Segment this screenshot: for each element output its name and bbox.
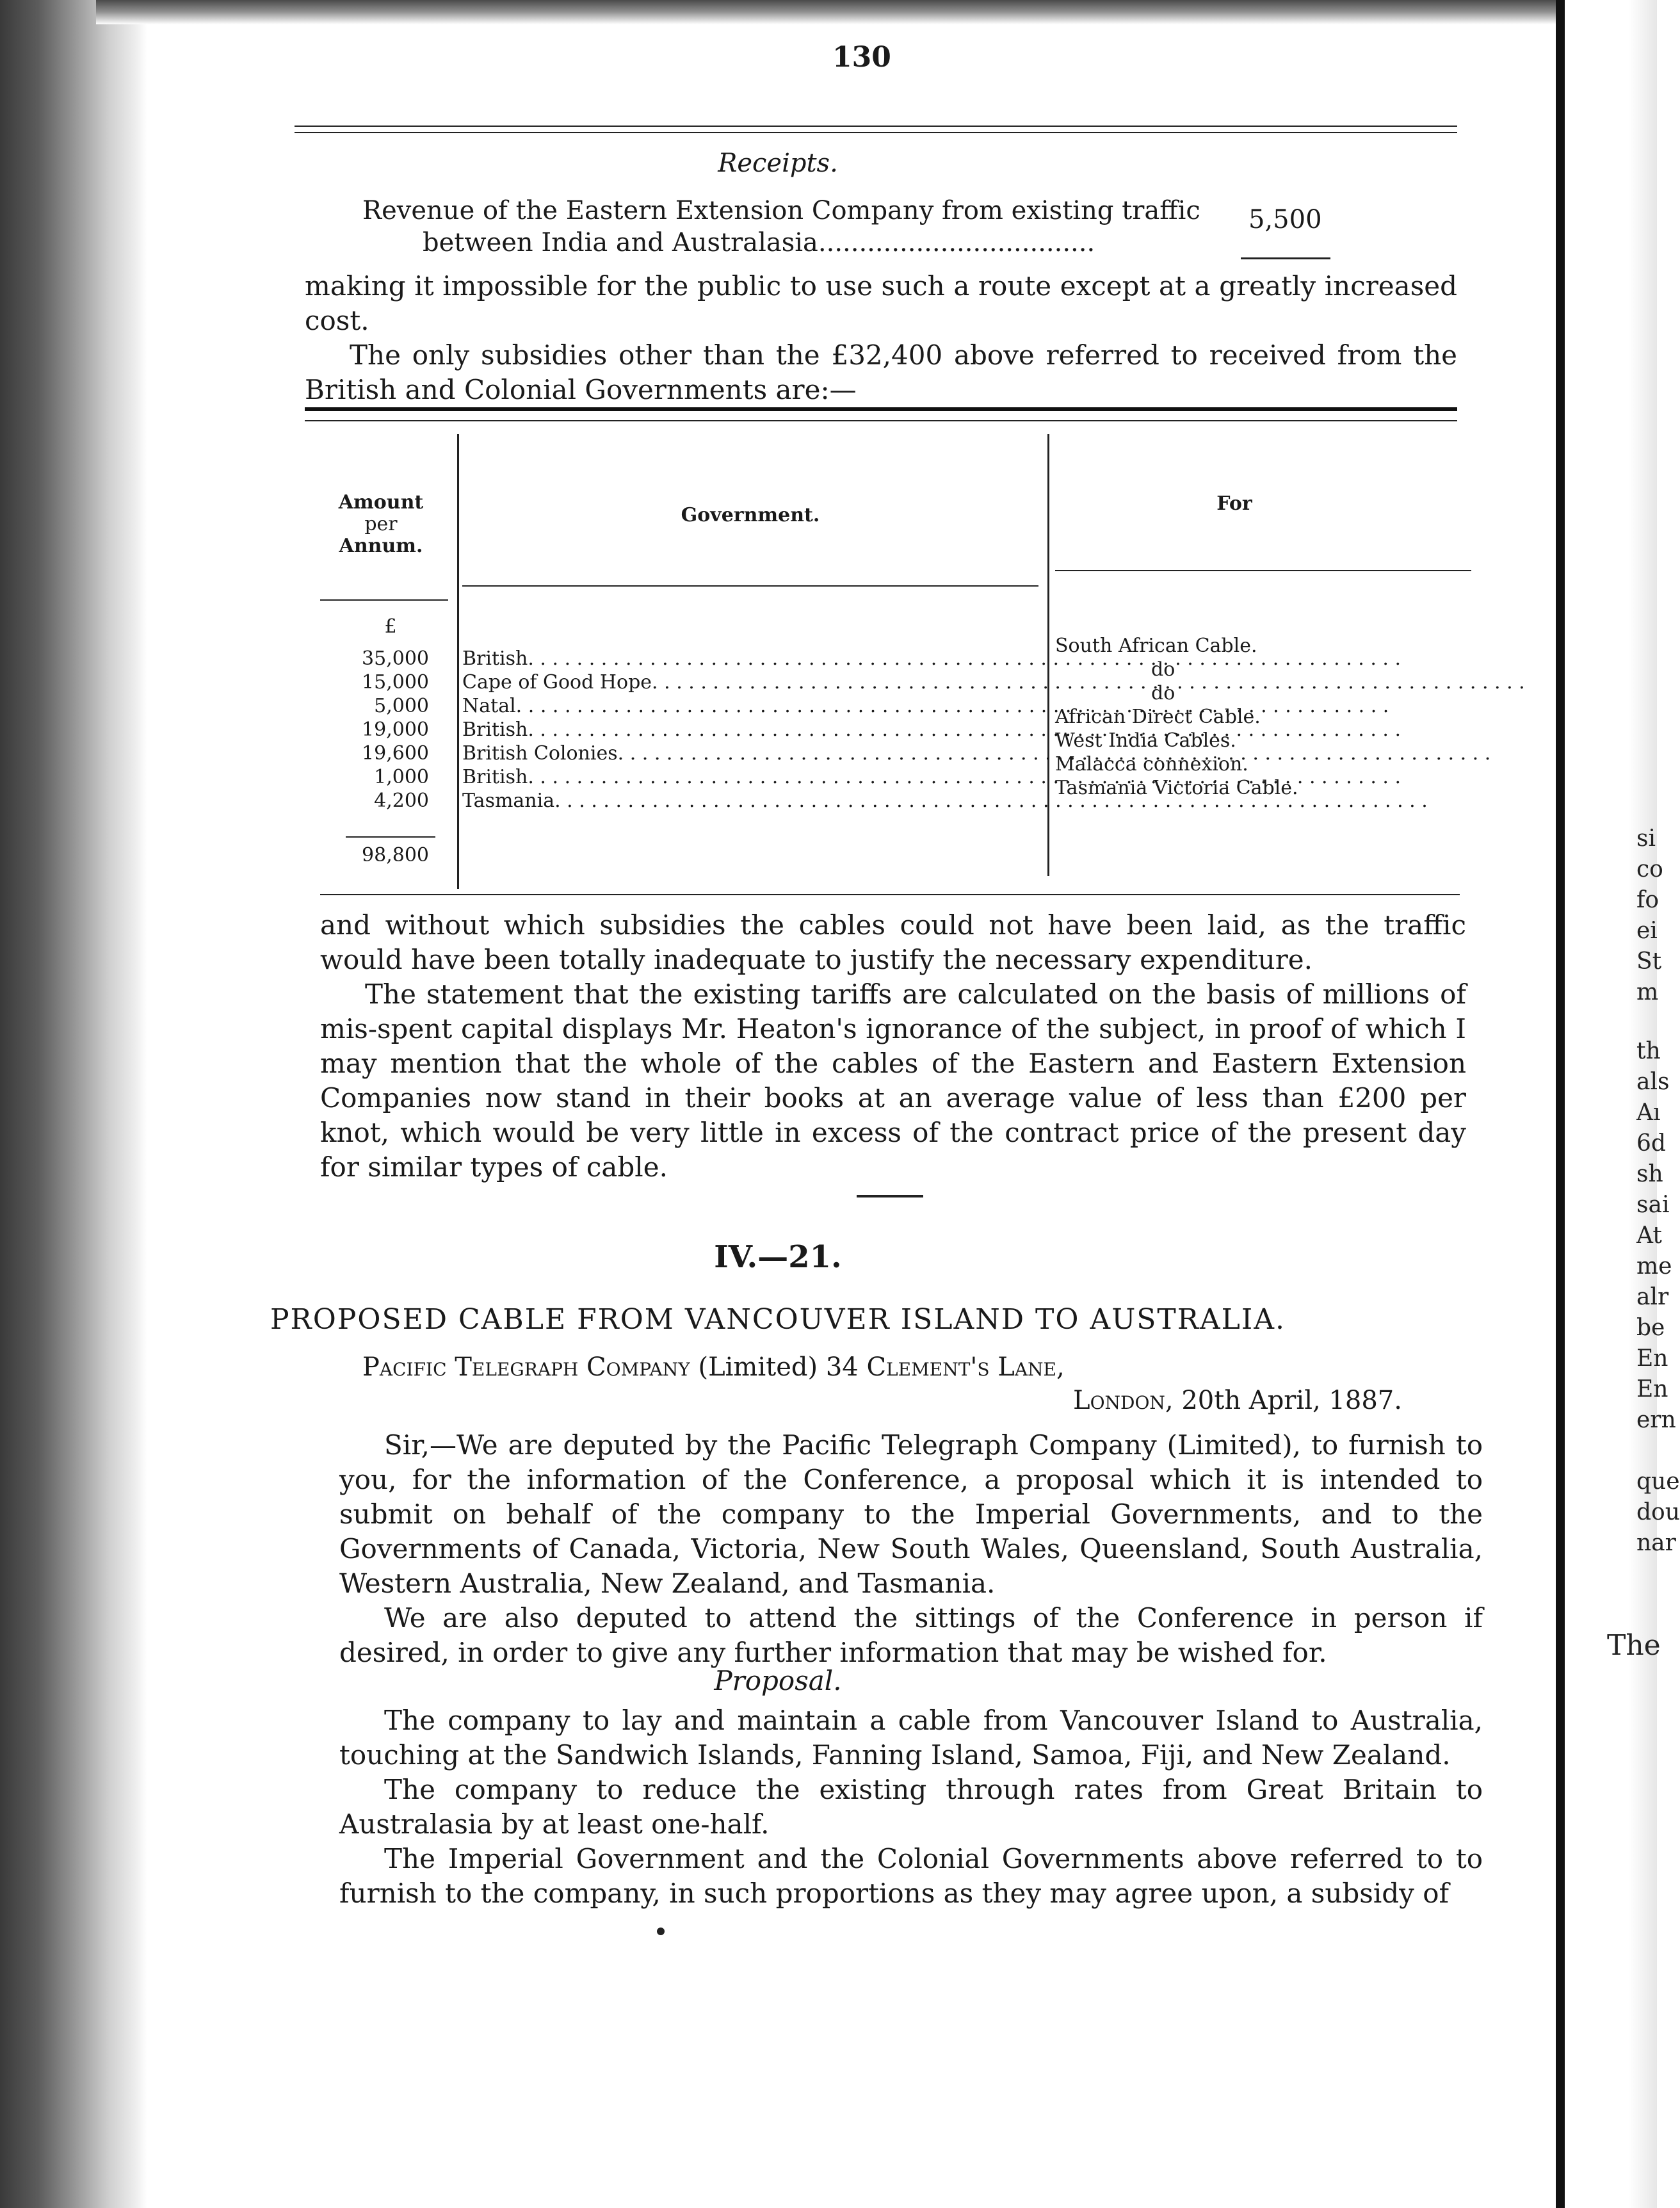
government-cell: British	[462, 718, 528, 741]
adjacent-fragment: m	[1636, 979, 1659, 1005]
table-top-rule	[305, 407, 1457, 411]
table-divider-1	[457, 434, 459, 889]
section-divider	[857, 1195, 923, 1197]
adjacent-fragment: At	[1636, 1222, 1662, 1249]
adjacent-fragment: The	[1607, 1629, 1661, 1662]
government-cell: Cape of Good Hope	[462, 671, 652, 694]
for-column	[1055, 634, 1414, 800]
government-cell: British	[462, 766, 528, 788]
amount-cell: 15,000	[362, 671, 429, 694]
adjacent-fragment: En	[1636, 1345, 1668, 1372]
header-rule-amount	[320, 599, 448, 601]
currency-symbol: £	[384, 615, 397, 638]
receipts-heading: Receipts.	[718, 149, 838, 178]
adjacent-fragment: que	[1636, 1468, 1680, 1495]
amount-cell: 35,000	[362, 647, 429, 670]
amount-cell: 1,000	[374, 766, 429, 788]
proposal-text-2: The company to reduce the existing through rates from Great Britain to Australasia by at least one-half.	[339, 1774, 1483, 1840]
adjacent-fragment: als	[1636, 1069, 1670, 1095]
letter-sender	[362, 1352, 1065, 1382]
adjacent-fragment: Aı	[1636, 1100, 1661, 1126]
letter-date	[1073, 1386, 1402, 1415]
page-gutter	[1556, 0, 1565, 2208]
adjacent-fragment: th	[1636, 1038, 1661, 1064]
section-title: PROPOSED CABLE FROM VANCOUVER ISLAND TO AUSTRALIA.	[270, 1303, 1286, 1336]
for-cell: South African Cable.	[1055, 635, 1257, 657]
sender-address: (Limited) 34	[698, 1352, 859, 1382]
adjacent-fragment: sh	[1636, 1161, 1663, 1187]
adjacent-fragment: dou	[1636, 1499, 1680, 1525]
letter-text-1: Sir,—We are deputed by the Pacific Telegraph Company (Limited), to furnish to you, for the information of the Conference, a proposal which it is intended to submit on behalf of the company to the Imperial Governments, and to the Governments of Canada, Victoria, New South Wales, Queensland, South Australia, Western Australia, New Zealand, and Tasmania.	[339, 1429, 1483, 1599]
adjacent-fragment: co	[1636, 856, 1663, 882]
adjacent-fragment: En	[1636, 1376, 1668, 1402]
amount-column	[333, 615, 429, 813]
table-row	[462, 789, 1038, 813]
body-paragraph	[320, 908, 1466, 1185]
table-row	[462, 694, 1038, 718]
header-amount-line-2: per	[364, 513, 398, 535]
receipts-amount: 5,500	[1248, 205, 1322, 234]
amount-cell: 19,000	[362, 718, 429, 741]
adjacent-fragment: me	[1636, 1253, 1672, 1279]
intro-text-2: The only subsidies other than the £32,400 above referred to received from the British and Colonial Governments are:—	[305, 339, 1457, 405]
government-cell: British	[462, 647, 528, 670]
header-rule-government	[462, 585, 1038, 587]
adjacent-fragment: sai	[1636, 1192, 1670, 1218]
adjacent-fragment: 6d	[1636, 1130, 1666, 1157]
header-rule	[295, 126, 1457, 127]
table-row	[462, 765, 1038, 789]
adjacent-fragment: ei	[1636, 918, 1658, 944]
letter-date-text: 20th April, 1887.	[1181, 1386, 1402, 1415]
table-row	[462, 718, 1038, 742]
for-cell: Tasmania Victoria Cable.	[1055, 777, 1298, 799]
government-column	[462, 647, 1038, 813]
body-text-2: The statement that the existing tariffs are calculated on the basis of millions of mis-spent capital displays Mr. Heaton's ignorance of the subject, in proof of which I may mention that the whole of the cables of the Eastern and Eastern Extension Companies now stand in their books at an average value of less than £200 per knot, which would be very little in excess of the contract price of the present day for similar types of cable.	[320, 978, 1466, 1183]
table-row	[462, 647, 1038, 670]
letter-text-2: We are also deputed to attend the sittings of the Conference in person if desired, in order to give any further information that may be wished for.	[339, 1602, 1483, 1668]
table-row	[462, 742, 1038, 765]
adjacent-fragment: alr	[1636, 1284, 1669, 1310]
section-number: IV.—21.	[714, 1239, 842, 1275]
table-total: 98,800	[362, 844, 429, 866]
table-bottom-rule	[320, 894, 1460, 895]
adjacent-fragment: St	[1636, 948, 1662, 975]
amount-cell: 19,600	[362, 742, 429, 765]
letter-body	[339, 1428, 1483, 1670]
total-rule	[346, 836, 435, 838]
receipts-sum-rule	[1241, 257, 1330, 259]
header-amount	[320, 492, 442, 557]
receipts-line-2: between India and Australasia..................................	[423, 228, 1095, 257]
letter-city: London,	[1073, 1386, 1174, 1415]
government-cell: Natal	[462, 695, 516, 717]
adjacent-fragment: fo	[1636, 887, 1659, 913]
page-number: 130	[832, 41, 891, 74]
intro-text-1: making it impossible for the public to use such a route except at a greatly increased cost.	[305, 270, 1457, 336]
header-amount-line-1: Amount	[338, 491, 424, 514]
amount-cell: 5,000	[374, 695, 429, 717]
header-amount-line-3: Annum.	[339, 535, 423, 557]
header-rule-for	[1055, 570, 1471, 571]
government-cell: Tasmania	[462, 790, 555, 812]
for-cell: Malacca connexion.	[1055, 753, 1248, 775]
header-for: For	[1216, 492, 1252, 515]
adjacent-fragment: be	[1636, 1315, 1665, 1341]
adjacent-fragment: ern	[1636, 1407, 1676, 1433]
header-government: Government.	[681, 504, 820, 526]
for-cell: West India Cables.	[1055, 729, 1236, 752]
for-cell: do	[1151, 682, 1175, 704]
body-text-1: and without which subsidies the cables could not have been laid, as the traffic would have been totally inadequate to justify the necessary expenditure.	[320, 909, 1466, 975]
adjacent-fragment: nar	[1636, 1530, 1676, 1556]
amount-cell: 4,200	[374, 790, 429, 812]
government-cell: British Colonies	[462, 742, 618, 765]
proposal-heading: Proposal.	[714, 1665, 842, 1696]
proposal-text-3: The Imperial Government and the Colonial Governments above referred to to furnish to the company, in such proportions as they may agree upon, a subsidy of	[339, 1843, 1483, 1909]
sender-company: Pacific Telegraph Company	[362, 1352, 690, 1382]
proposal-text-1: The company to lay and maintain a cable from Vancouver Island to Australia, touching at the Sandwich Islands, Fanning Island, Samoa, Fiji, and New Zealand.	[339, 1705, 1483, 1771]
intro-paragraph	[305, 269, 1457, 407]
sender-street: Clement's Lane,	[866, 1352, 1065, 1382]
header-rule-double	[295, 132, 1457, 133]
table-row	[462, 670, 1038, 694]
for-cell: do	[1151, 658, 1175, 681]
receipts-line-1: Revenue of the Eastern Extension Company from existing traffic	[362, 196, 1200, 225]
for-cell: African Direct Cable.	[1055, 706, 1261, 728]
proposal-body	[339, 1703, 1483, 1911]
adjacent-fragment: si	[1636, 825, 1656, 852]
ink-mark	[657, 1928, 665, 1935]
table-top-rule-2	[305, 420, 1457, 421]
